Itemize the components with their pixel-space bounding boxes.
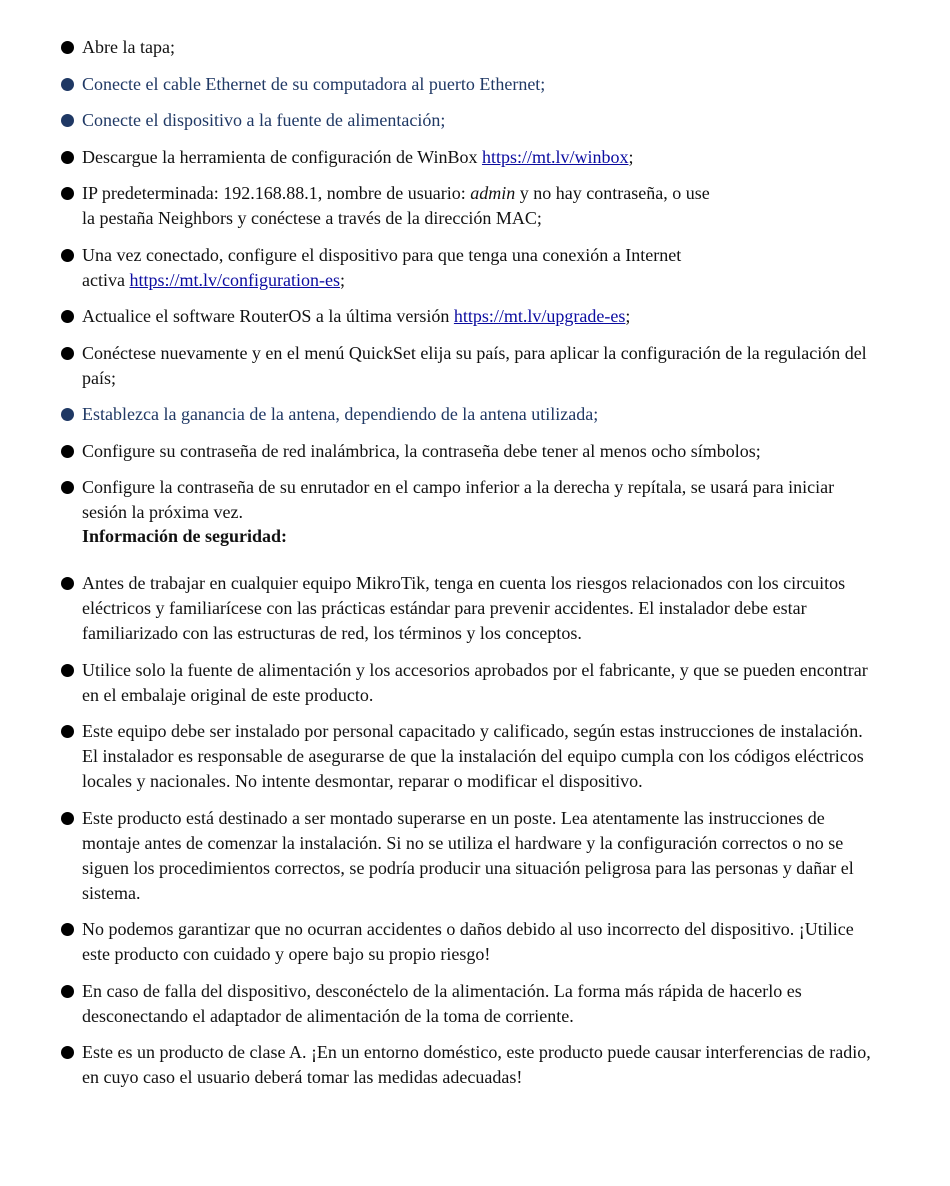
bullet-icon: [61, 812, 74, 825]
list-item: [0, 72, 882, 97]
bullet-icon: [61, 1046, 74, 1059]
list-item: [0, 917, 882, 967]
bullet-icon: [61, 151, 74, 164]
step-text: Conéctese nuevamente y en el menú QuickSet elija su país, para aplicar la configuración de la regulación del país;: [82, 342, 867, 388]
list-item: [0, 304, 882, 329]
step-text: activa: [82, 269, 130, 290]
bullet-icon: [61, 347, 74, 360]
bullet-icon: [61, 78, 74, 91]
bullet-icon: [61, 408, 74, 421]
bullet-icon: [61, 187, 74, 200]
configuration-link[interactable]: https://mt.lv/configuration-es: [129, 269, 340, 290]
bullet-icon: [61, 923, 74, 936]
list-item: [0, 719, 882, 794]
safety-text: No podemos garantizar que no ocurran accidentes o daños debido al uso incorrecto del dispositivo. ¡Utilice este producto con cuidado y opere bajo su propio riesgo!: [82, 919, 854, 964]
list-item: [0, 806, 882, 906]
list-item: [0, 979, 882, 1029]
upgrade-link[interactable]: https://mt.lv/upgrade-es: [453, 306, 626, 326]
safety-heading: Información de seguridad:: [82, 526, 288, 546]
list-item: [0, 35, 882, 60]
winbox-link[interactable]: https://mt.lv/winbox: [481, 146, 629, 167]
bullet-icon: [61, 725, 74, 738]
step-text: Conecte el dispositivo a la fuente de alimentación;: [82, 110, 446, 130]
bullet-icon: [61, 481, 74, 494]
list-item: [0, 145, 882, 170]
bullet-icon: [61, 445, 74, 458]
list-item: [0, 402, 882, 427]
step-text: Una vez conectado, configure el dispositivo para que tenga una conexión a Internet: [82, 244, 682, 265]
step-text-suffix: ;: [628, 146, 634, 167]
step-text: Abre la tapa;: [82, 37, 175, 57]
list-item: [0, 108, 882, 133]
list-item: [0, 658, 882, 708]
bullet-icon: [61, 41, 74, 54]
step-text: la pestaña Neighbors y conéctese a través de la dirección MAC;: [82, 208, 542, 228]
list-item: [0, 181, 882, 231]
list-item: [0, 341, 882, 391]
step-text-suffix: ;: [625, 306, 631, 326]
safety-text: Antes de trabajar en cualquier equipo MikroTik, tenga en cuenta los riesgos relacionados con los circuitos eléctricos y familiarícese con las prácticas estándar para prevenir accidentes. El instalador debe estar familiarizado con las estructuras de red, los términos y los conceptos.: [82, 573, 846, 643]
setup-steps-list: [0, 35, 882, 537]
bullet-icon: [61, 577, 74, 590]
username-text: admin: [470, 183, 516, 203]
bullet-icon: [61, 114, 74, 127]
bullet-icon: [61, 664, 74, 677]
safety-text: Este es un producto de clase A. ¡En un entorno doméstico, este producto puede causar interferencias de radio, en cuyo caso el usuario deberá tomar las medidas adecuadas!: [82, 1042, 871, 1087]
safety-text: Este equipo debe ser instalado por personal capacitado y calificado, según estas instrucciones de instalación. El instalador es responsable de asegurarse de que la instalación del equipo cumpla con los códigos eléctricos locales y nacionales. No intente desmontar, reparar o modificar el dispositivo.: [82, 721, 864, 791]
step-text: Configure la contraseña de su enrutador en el campo inferior a la derecha y repítala, se usará para iniciar sesión la próxima vez.: [82, 477, 835, 522]
list-item: [0, 243, 882, 293]
bullet-icon: [61, 985, 74, 998]
list-item: [0, 571, 882, 646]
bullet-icon: [61, 310, 74, 323]
safety-text: En caso de falla del dispositivo, desconéctelo de la alimentación. La forma más rápida de hacerlo es desconectando el adaptador de alimentación de la toma de corriente.: [82, 980, 802, 1026]
safety-list: [0, 571, 882, 1102]
list-item: [0, 1040, 882, 1090]
step-text: Establezca la ganancia de la antena, dependiendo de la antena utilizada;: [82, 404, 599, 424]
list-item: [0, 475, 882, 525]
step-text: Configure su contraseña de red inalámbrica, la contraseña debe tener al menos ocho símbolos;: [82, 440, 761, 461]
step-text: Conecte el cable Ethernet de su computadora al puerto Ethernet;: [82, 73, 546, 94]
step-text: IP predeterminada: 192.168.88.1, nombre de usuario:: [82, 183, 471, 203]
step-text-suffix: ;: [339, 269, 345, 290]
step-text: Actualice el software RouterOS a la última versión: [82, 306, 454, 326]
list-item: [0, 439, 882, 464]
safety-text: Utilice solo la fuente de alimentación y los accesorios aprobados por el fabricante, y que se pueden encontrar en el embalaje original de este producto.: [82, 659, 868, 705]
step-text: Descargue la herramienta de configuración de WinBox: [82, 146, 482, 167]
step-text: y no hay contraseña, o use: [515, 183, 710, 203]
bullet-icon: [61, 249, 74, 262]
safety-text: Este producto está destinado a ser montado superarse en un poste. Lea atentamente las instrucciones de montaje antes de comenzar la instalación. Si no se utiliza el hardware y la configuración correctos o no se siguen los procedimientos correctos, se podría producir una situación peligrosa para las personas y dañar el sistema.: [82, 807, 854, 903]
